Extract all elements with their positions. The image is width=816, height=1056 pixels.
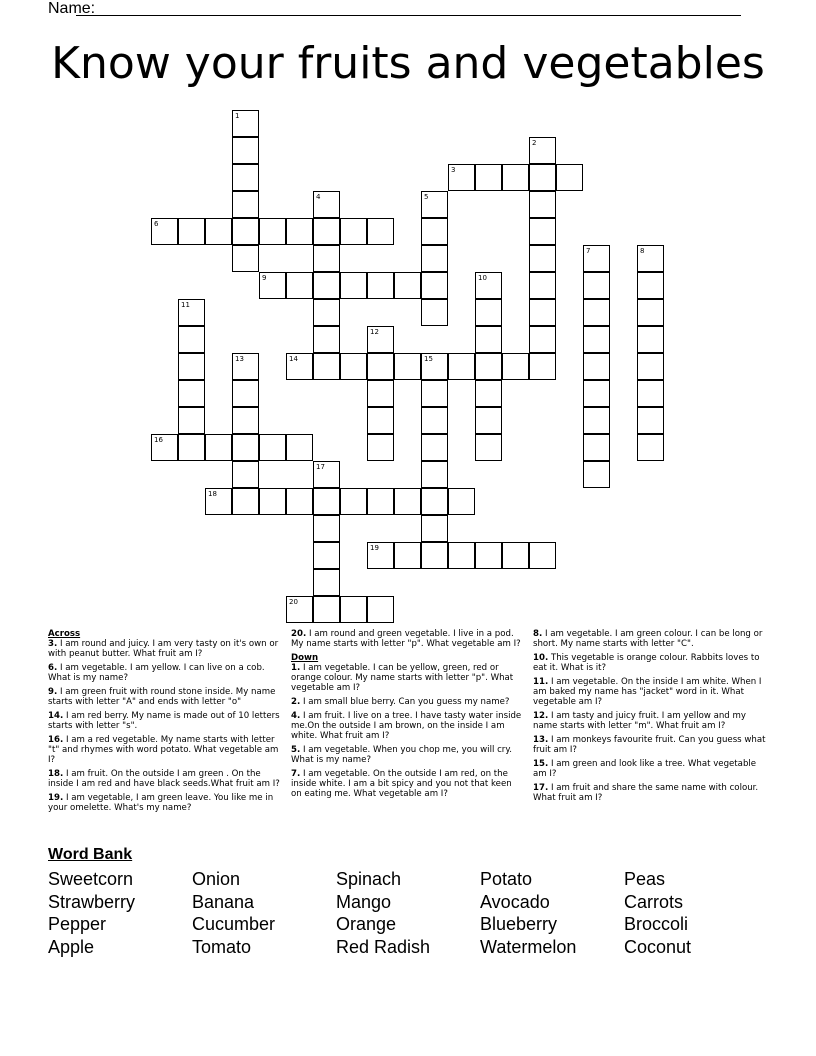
grid-clue-number: 13	[235, 355, 244, 363]
grid-cell[interactable]	[529, 353, 556, 380]
word-bank-heading: Word Bank	[48, 846, 133, 863]
grid-cell[interactable]	[205, 434, 232, 461]
grid-cell[interactable]	[394, 542, 421, 569]
grid-cell[interactable]	[583, 299, 610, 326]
grid-cell[interactable]	[637, 434, 664, 461]
word-bank-word: Banana	[192, 891, 255, 912]
grid-cell[interactable]	[583, 434, 610, 461]
down-clue: 7. I am vegetable. On the outside I am red, on the inside white. I am a bit spicy and you not that keen on eating me. What vegetable am I?	[291, 769, 512, 799]
grid-cell[interactable]	[178, 299, 205, 326]
grid-cell[interactable]	[367, 218, 394, 245]
down-heading: Down	[291, 653, 319, 663]
grid-cell[interactable]	[313, 191, 340, 218]
grid-cell[interactable]	[475, 380, 502, 407]
grid-cell[interactable]	[394, 353, 421, 380]
grid-cell[interactable]	[421, 515, 448, 542]
grid-cell[interactable]	[313, 542, 340, 569]
word-bank-word: Orange	[336, 914, 397, 935]
clue-column-3	[533, 629, 768, 807]
word-bank-word: Spinach	[336, 869, 402, 889]
grid-clue-number: 19	[370, 544, 379, 552]
word-bank-word: Carrots	[624, 891, 684, 912]
grid-cell[interactable]	[313, 515, 340, 542]
grid-cell[interactable]	[232, 245, 259, 272]
grid-cell[interactable]	[448, 164, 475, 191]
grid-cell[interactable]	[583, 245, 610, 272]
grid-cell[interactable]	[340, 596, 367, 623]
across-clue: 3. I am round and juicy. I am very tasty on it's own or with peanut butter. What fruit am I?	[48, 639, 279, 659]
grid-cell[interactable]	[475, 299, 502, 326]
grid-cell[interactable]	[259, 272, 286, 299]
grid-cell[interactable]	[583, 407, 610, 434]
word-bank-word: Blueberry	[480, 914, 558, 935]
grid-cell[interactable]	[286, 218, 313, 245]
grid-cell[interactable]	[367, 380, 394, 407]
grid-cell[interactable]	[448, 542, 475, 569]
grid-cell[interactable]	[421, 488, 448, 515]
across-clue: 16. I am a red vegetable. My name starts with letter "t" and rhymes with word potato. What vegetable am I?	[48, 735, 279, 765]
grid-cell[interactable]	[583, 272, 610, 299]
grid-clue-number: 10	[478, 274, 487, 282]
word-bank-word: Cucumber	[192, 914, 276, 935]
grid-clue-number: 12	[370, 328, 379, 336]
across-heading: Across	[48, 629, 81, 639]
down-clue: 2. I am small blue berry. Can you guess my name?	[291, 697, 510, 707]
grid-cell[interactable]	[475, 164, 502, 191]
grid-cell[interactable]	[421, 299, 448, 326]
grid-cell[interactable]	[313, 488, 340, 515]
grid-cell[interactable]	[475, 407, 502, 434]
across-clue: 6. I am vegetable. I am yellow. I can live on a cob. What is my name?	[48, 663, 265, 683]
grid-cell[interactable]	[313, 569, 340, 596]
grid-cell[interactable]	[529, 326, 556, 353]
grid-cell[interactable]	[583, 461, 610, 488]
down-clue: 12. I am tasty and juicy fruit. I am yellow and my name starts with letter "m". What fruit am I?	[533, 711, 746, 731]
grid-cell[interactable]	[367, 488, 394, 515]
across-clue: 18. I am fruit. On the outside I am green . On the inside I am red and have black seeds.What fruit am I?	[48, 769, 280, 789]
grid-cell[interactable]	[313, 461, 340, 488]
grid-cell[interactable]	[232, 164, 259, 191]
grid-cell[interactable]	[367, 272, 394, 299]
word-bank-word: Broccoli	[624, 914, 689, 935]
grid-cell[interactable]	[583, 353, 610, 380]
grid-cell[interactable]	[637, 380, 664, 407]
grid-cell[interactable]	[502, 542, 529, 569]
clue-column-1	[48, 629, 283, 817]
grid-cell[interactable]	[529, 191, 556, 218]
grid-cell[interactable]	[475, 326, 502, 353]
grid-cell[interactable]	[421, 542, 448, 569]
grid-cell[interactable]	[475, 353, 502, 380]
grid-cell[interactable]	[286, 434, 313, 461]
grid-clue-number: 2	[532, 139, 537, 147]
grid-clue-number: 6	[154, 220, 159, 228]
grid-cell[interactable]	[502, 353, 529, 380]
grid-cell[interactable]	[232, 380, 259, 407]
down-clue: 10. This vegetable is orange colour. Rabbits loves to eat it. What is it?	[533, 653, 760, 673]
grid-cell[interactable]	[232, 137, 259, 164]
word-bank-word: Apple	[48, 936, 95, 957]
down-clue: 13. I am monkeys favourite fruit. Can you guess what fruit am I?	[533, 735, 766, 755]
down-clue: 11. I am vegetable. On the inside I am white. When I am baked my name has "jacket" word in it. What vegetable am I?	[533, 677, 762, 707]
grid-cell[interactable]	[178, 326, 205, 353]
grid-cell[interactable]	[259, 218, 286, 245]
across-clue: 14. I am red berry. My name is made out of 10 letters starts with letter "s".	[48, 711, 280, 731]
grid-cell[interactable]	[313, 353, 340, 380]
clue-column-2	[291, 629, 523, 803]
down-clue: 1. I am vegetable. I can be yellow, green, red or orange colour. My name starts with letter "p". What vegetable am I?	[291, 663, 514, 693]
grid-cell[interactable]	[286, 272, 313, 299]
grid-cell[interactable]	[232, 461, 259, 488]
across-clue: 20. I am round and green vegetable. I live in a pod. My name starts with letter "p". What vegetable am I?	[291, 629, 521, 649]
grid-clue-number: 9	[262, 274, 267, 282]
grid-cell[interactable]	[205, 488, 232, 515]
page-title: Know your fruits and vegetables	[51, 38, 765, 89]
grid-clue-number: 18	[208, 490, 217, 498]
grid-cell[interactable]	[367, 326, 394, 353]
grid-cell[interactable]	[205, 218, 232, 245]
grid-clue-number: 8	[640, 247, 645, 255]
grid-cell[interactable]	[232, 407, 259, 434]
word-bank-word: Avocado	[480, 891, 550, 912]
word-bank	[48, 868, 788, 958]
grid-cell[interactable]	[421, 218, 448, 245]
down-clue: 5. I am vegetable. When you chop me, you will cry. What is my name?	[291, 745, 512, 765]
grid-cell[interactable]	[637, 272, 664, 299]
grid-clue-number: 3	[451, 166, 456, 174]
grid-cell[interactable]	[340, 218, 367, 245]
grid-clue-number: 14	[289, 355, 298, 363]
word-bank-word: Watermelon	[480, 936, 577, 957]
word-bank-word: Onion	[192, 869, 241, 889]
grid-cell[interactable]	[421, 380, 448, 407]
grid-clue-number: 5	[424, 193, 429, 201]
word-bank-word: Pepper	[48, 914, 107, 935]
grid-cell[interactable]	[178, 407, 205, 434]
grid-cell[interactable]	[583, 380, 610, 407]
grid-cell[interactable]	[502, 164, 529, 191]
grid-cell[interactable]	[178, 380, 205, 407]
name-label: Name:	[48, 0, 96, 17]
grid-clue-number: 11	[181, 301, 190, 309]
grid-cell[interactable]	[394, 272, 421, 299]
grid-cell[interactable]	[529, 245, 556, 272]
word-bank-word: Strawberry	[48, 891, 136, 912]
grid-cell[interactable]	[313, 299, 340, 326]
grid-cell[interactable]	[151, 218, 178, 245]
grid-cell[interactable]	[313, 245, 340, 272]
grid-cell[interactable]	[313, 596, 340, 623]
grid-cell[interactable]	[367, 596, 394, 623]
grid-cell[interactable]	[529, 218, 556, 245]
grid-clue-number: 20	[289, 598, 298, 606]
grid-cell[interactable]	[313, 326, 340, 353]
down-clue: 17. I am fruit and share the same name with colour. What fruit am I?	[533, 783, 759, 803]
grid-cell[interactable]	[421, 407, 448, 434]
grid-cell[interactable]	[529, 164, 556, 191]
grid-cell[interactable]	[340, 272, 367, 299]
grid-clue-number: 15	[424, 355, 433, 363]
grid-cell[interactable]	[421, 461, 448, 488]
grid-cell[interactable]	[367, 353, 394, 380]
grid-cell[interactable]	[421, 245, 448, 272]
grid-cell[interactable]	[529, 299, 556, 326]
down-clue: 4. I am fruit. I live on a tree. I have tasty water inside me.On the outside I am brown, on the inside I am white. What fruit am I?	[291, 711, 522, 741]
grid-cell[interactable]	[421, 272, 448, 299]
grid-cell[interactable]	[556, 164, 583, 191]
word-bank-word: Red Radish	[336, 936, 431, 957]
grid-cell[interactable]	[178, 434, 205, 461]
grid-cell[interactable]	[286, 488, 313, 515]
grid-cell[interactable]	[232, 218, 259, 245]
down-clue: 15. I am green and look like a tree. What vegetable am I?	[533, 759, 757, 779]
grid-cell[interactable]	[637, 299, 664, 326]
grid-cell[interactable]	[637, 245, 664, 272]
grid-cell[interactable]	[448, 488, 475, 515]
grid-cell[interactable]	[529, 542, 556, 569]
grid-cell[interactable]	[475, 434, 502, 461]
grid-cell[interactable]	[529, 137, 556, 164]
grid-cell[interactable]	[421, 434, 448, 461]
grid-cell[interactable]	[394, 488, 421, 515]
grid-cell[interactable]	[367, 542, 394, 569]
word-bank-word: Potato	[480, 869, 533, 889]
grid-cell[interactable]	[313, 272, 340, 299]
grid-cell[interactable]	[637, 407, 664, 434]
grid-cell[interactable]	[232, 434, 259, 461]
grid-cell[interactable]	[286, 596, 313, 623]
down-clue: 8. I am vegetable. I am green colour. I can be long or short. My name starts with letter "C".	[533, 629, 763, 649]
grid-cell[interactable]	[529, 272, 556, 299]
grid-cell[interactable]	[475, 542, 502, 569]
grid-cell[interactable]	[259, 434, 286, 461]
word-bank-word: Sweetcorn	[48, 869, 134, 889]
grid-cell[interactable]	[232, 191, 259, 218]
grid-cell[interactable]	[583, 326, 610, 353]
word-bank-word: Peas	[624, 869, 666, 889]
grid-clue-number: 16	[154, 436, 163, 444]
word-bank-word: Mango	[336, 891, 392, 912]
grid-cell[interactable]	[286, 353, 313, 380]
grid-cell[interactable]	[313, 218, 340, 245]
grid-cell[interactable]	[232, 488, 259, 515]
grid-clue-number: 7	[586, 247, 591, 255]
grid-cell[interactable]	[637, 353, 664, 380]
grid-cell[interactable]	[259, 488, 286, 515]
grid-clue-number: 4	[316, 193, 321, 201]
grid-clue-number: 17	[316, 463, 325, 471]
grid-cell[interactable]	[637, 326, 664, 353]
grid-cell[interactable]	[151, 434, 178, 461]
grid-cell[interactable]	[232, 110, 259, 137]
word-bank-word: Coconut	[624, 936, 692, 957]
grid-cell[interactable]	[232, 353, 259, 380]
grid-cell[interactable]	[367, 434, 394, 461]
grid-cell[interactable]	[340, 488, 367, 515]
across-clue: 19. I am vegetable, I am green leave. You like me in your omelette. What's my name?	[48, 793, 274, 813]
grid-clue-number: 1	[235, 112, 240, 120]
grid-cell[interactable]	[367, 407, 394, 434]
grid-cell[interactable]	[475, 272, 502, 299]
word-bank-word: Tomato	[192, 936, 252, 957]
grid-cell[interactable]	[340, 353, 367, 380]
grid-cell[interactable]	[178, 353, 205, 380]
across-clue: 9. I am green fruit with round stone inside. My name starts with letter "A" and ends with letter "o"	[48, 687, 276, 707]
grid-cell[interactable]	[421, 353, 448, 380]
grid-cell[interactable]	[178, 218, 205, 245]
grid-cell[interactable]	[448, 353, 475, 380]
grid-cell[interactable]	[421, 191, 448, 218]
